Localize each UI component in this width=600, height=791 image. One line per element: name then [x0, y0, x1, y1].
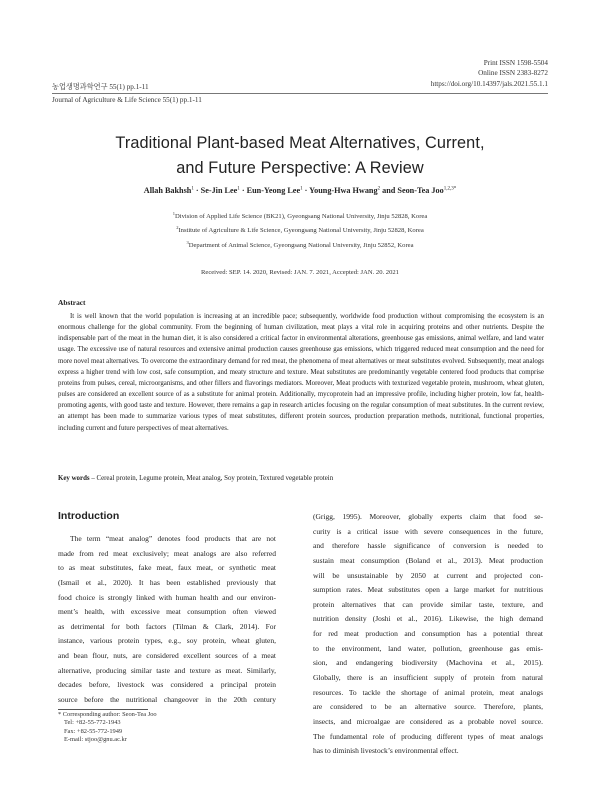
author-conjunction: and: [380, 186, 398, 195]
author-affiliation-mark: 2: [377, 186, 381, 192]
keywords-label: Key words: [58, 475, 90, 482]
text-line: to the environment, land water, pollution, greenhouse gas emis-: [313, 643, 543, 653]
doi-link[interactable]: https://doi.org/10.14397/jals.2021.55.1.1: [430, 79, 548, 88]
text-line: ment’s health, with excessive meat consumption often viewed: [58, 607, 276, 617]
footnote-divider: [58, 709, 148, 710]
text-line: as detrimental for both factors (Tilman & Clark, 2014). For: [58, 621, 276, 631]
footnote-line: Tel: +82-55-772-1943: [64, 719, 121, 727]
affiliation-text: Institute of Agriculture & Life Science, Gyeongsang National University, Jinju 52828, Korea: [178, 227, 424, 235]
author-name: Eun-Yeong Lee: [246, 186, 301, 195]
text-line: alternative, producing similar taste and texture as meat. Similarly,: [58, 665, 276, 675]
journal-name: Journal of Agriculture & Life Science 55(1) pp.1-11: [52, 96, 202, 104]
affiliation: [0, 237, 600, 251]
text-line: sumption rates. Meat substitutes open a large market for nutritious: [313, 585, 543, 595]
online-issn: Online ISSN 2383-8272: [478, 69, 548, 78]
author-name: Se-Jin Lee: [200, 186, 238, 195]
text-line: decades before, livestock was considered a principal protein: [58, 680, 276, 690]
text-line: and therefore hassle significance of conversion is needed to: [313, 541, 543, 551]
author-name: Allah Bakhsh: [143, 186, 192, 195]
footnote-email: E-mail: stjoo@gnu.ac.kr: [64, 735, 127, 743]
introduction-left-column: [58, 532, 276, 708]
header-divider: [52, 93, 548, 94]
text-line: curity is a critical issue with severe consequences in the future,: [313, 526, 543, 536]
affiliation-list: [0, 208, 600, 251]
text-line: food choice is strongly linked with human health and our environ-: [58, 592, 276, 602]
keywords-text: – Cereal protein, Legume protein, Meat analog, Soy protein, Textured vegetable protein: [89, 475, 334, 482]
text-line: instance, various protein types, e.g., soy protein, wheat gluten,: [58, 636, 276, 646]
paper-title-line-2: and Future Perspective: A Review: [176, 159, 424, 177]
introduction-right-column: [313, 510, 543, 759]
affiliation-mark: 1: [172, 211, 175, 216]
footnote-line: * Corresponding author: Seon-Tea Joo: [58, 711, 157, 718]
text-line: are considered to be an alternative source. Therefore, plants,: [313, 702, 543, 712]
abstract-text: It is well known that the world population is increasing at an incredible pace; subsequently, worldwide food production without compromising the ecosystem is an enormous challenge for the global community. From the beginning of human civilization, meat plays a vital role in acquiring proteins and other nutrients. Despite the indispensable part of the meat in the human diet, it is also considered a critical factor in environmental alterations, greenhouse gas emissions, animal welfare, and land water usage. The excessive use of natural resources and extensive animal production causes greenhouse gas emissions, which triggered reduced meat consumption and the need for more novel meat alternatives. To overcome the extraordinary demand for red meat, the phenomena of meat alternatives or meat substitutes evolved. Subsequently, meat analogs express a higher trend with low cost, safe consumption, and meaty structure and texture. Meat substitutes are predominantly vegetable centered food products that comprise proteins from pulses, cereal, microorganisms, and other fillers and flavorings mediators. Moreover, Meat products with texturized vegetable protein, mushroom, wheat gluten, pulses are considered an excellent source of as a substitute for animal protein. Additionally, mycoprotein had an impressive profile, including higher protein, low fat, health-promoting agents, with good taste and texture. However, there remains a gap in research articles focusing on the regular consumption of meat substitutes. In the current review, an attempt has been made to summarize various types of meat substitutes, different protein sources, production preparation methods, nutritional, functional properties, including current and future perspectives of meat alternatives.: [58, 313, 544, 432]
text-line: Globally, there is an insufficient supply of protein from natural: [313, 673, 543, 683]
affiliation: [0, 222, 600, 236]
author-affiliation-mark: 1,2,3*: [443, 186, 457, 192]
author-affiliation-mark: 1: [237, 186, 240, 192]
text-line: (Grigg, 1995). Moreover, globally experts claim that food se-: [313, 512, 543, 521]
affiliation: [0, 208, 600, 222]
introduction-heading: Introduction: [58, 510, 120, 522]
korean-journal-name: 농업생명과학연구 55(1) pp.1-11: [52, 83, 149, 91]
author-separator: ·: [239, 186, 247, 195]
text-line: for red meat production and consumption has a potential threat: [313, 629, 543, 639]
text-line: source before the nutritional changeover in the 20th century: [58, 695, 276, 705]
text-line: will be unsustainable by 2050 at current and projected con-: [313, 570, 543, 580]
author-affiliation-mark: 1: [191, 186, 194, 192]
text-line: has to diminish livestock’s environmental effect.: [313, 746, 459, 756]
abstract-heading: Abstract: [58, 298, 86, 307]
text-line: insects, and microalgae are considered as a probable novel source.: [313, 716, 543, 726]
print-issn: Print ISSN 1598-5504: [483, 59, 548, 67]
paper-title-line-1: Traditional Plant-based Meat Alternatives, Current,: [115, 134, 485, 152]
text-line: nutrition density (Joshi et al., 2016). Likewise, the high demand: [313, 614, 543, 624]
text-line: The fundamental role of producing different types of meat analogs: [313, 731, 543, 741]
text-line: sion, and endangering biodiversity (Machovina et al., 2015).: [313, 658, 543, 668]
text-line: The term “meat analog” denotes food products that are not: [70, 534, 276, 543]
header-issn-block: [431, 58, 548, 89]
submission-dates: Received: SEP. 14. 2020, Revised: JAN. 7. 2021, Accepted: JAN. 20. 2021: [201, 269, 399, 276]
text-line: resources. To tackle the shortage of animal protein, meat analogs: [313, 687, 543, 697]
text-line: sustain meat consumption (Boland et al., 2013). Meat production: [313, 555, 543, 565]
keywords: [58, 475, 333, 482]
author-affiliation-mark: 1: [300, 186, 303, 192]
affiliation-mark: 3: [186, 239, 189, 245]
affiliation-text: Division of Applied Life Science (BK21), Gyeongsang National University, Jinju 52828, Korea: [174, 213, 428, 221]
author-list: [0, 186, 600, 195]
affiliation-text: Department of Animal Science, Gyeongsang National University, Jinju 52852, Korea: [188, 241, 414, 249]
author-separator: ·: [302, 186, 310, 195]
author-separator: ·: [193, 186, 201, 195]
text-line: to as meat substitutes, fake meat, faux meat, or synthetic meat: [58, 563, 276, 573]
footnote-line: Fax: +82-55-772-1949: [64, 727, 123, 735]
corresponding-author-footnote: [58, 711, 157, 744]
author-name: Seon-Tea Joo: [397, 186, 444, 195]
text-line: made from red meat exclusively; meat analogs are also referred: [58, 548, 276, 558]
text-line: (Ismail et al., 2020). It has been established previously that: [58, 577, 276, 587]
affiliation-mark: 2: [176, 225, 179, 231]
text-line: and bean flour, nuts, are considered excellent sources of a meat: [58, 651, 276, 661]
author-name: Young-Hwa Hwang: [309, 186, 378, 195]
text-line: protein alternatives that can provide similar taste, texture, and: [313, 599, 543, 609]
